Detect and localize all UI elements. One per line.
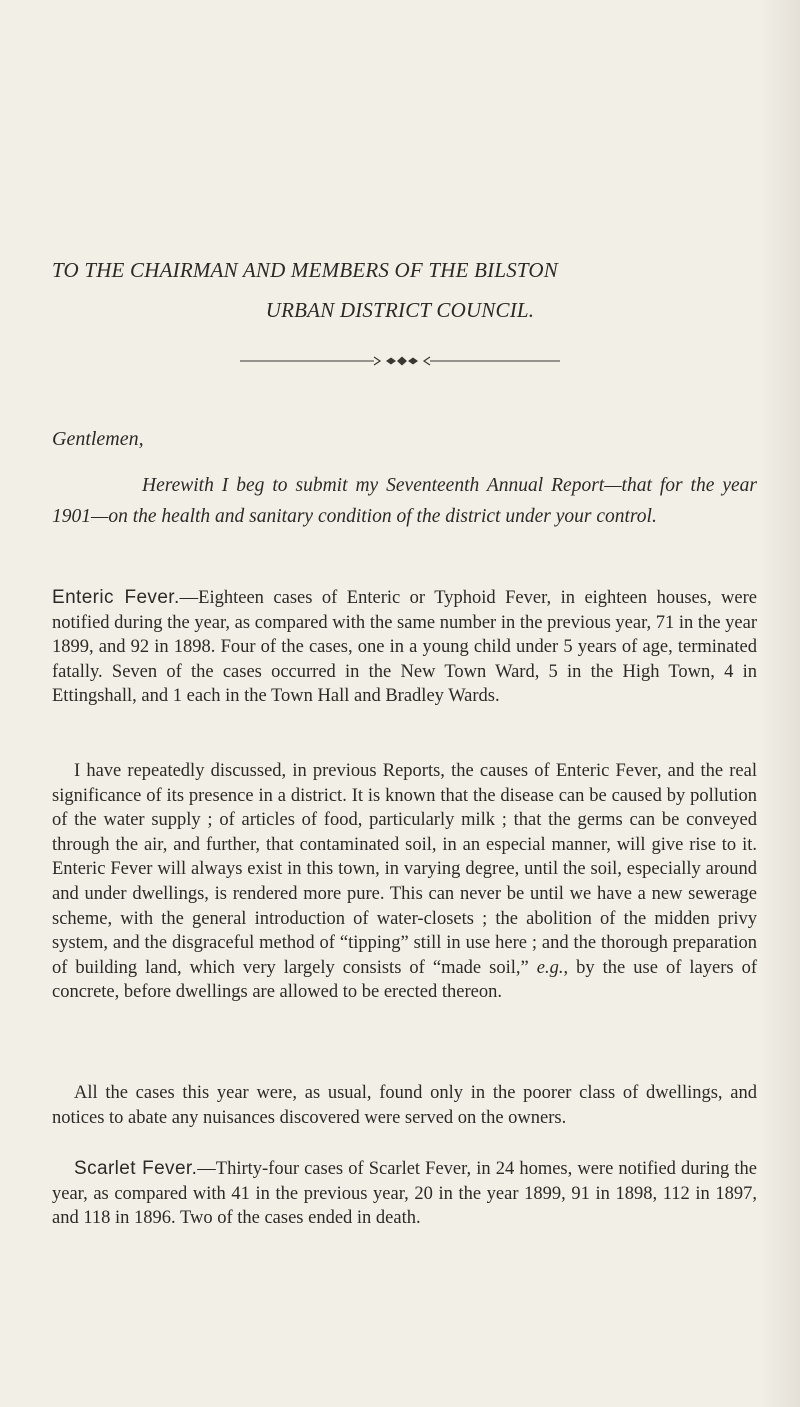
enteric-causes-text-end: , by the use of layers of concrete, before dwellings are allowed to be erected thereon.	[52, 957, 757, 1003]
enteric-fever-text: —Eighteen cases of Enteric or Typhoid Fever, in eighteen houses, were notified during the year, as compared with the same number in the previous year, 71 in the year 1899, and 92 in 1898. Four of the cases, one in a young child under 5 years of age, terminated fatally. Seven of the cases occurred in the New Town Ward, 5 in the High Town, 4 in Ettingshall, and 1 each in the Town Hall and Bradley Wards.	[52, 588, 758, 707]
ornament-diamond-3	[408, 358, 418, 365]
address-heading-line-1: TO THE CHAIRMAN AND MEMBERS OF THE BILSTON	[52, 258, 558, 282]
ornament-diamond-1	[386, 358, 396, 365]
address-heading-line-2: URBAN DISTRICT COUNCIL.	[265, 298, 535, 322]
page-edge-shadow	[760, 0, 800, 1407]
enteric-fever-heading: Enteric Fever.	[52, 587, 180, 608]
intro-paragraph: Herewith I beg to submit my Seventeenth Annual Report—that for the year 1901—on the health and sanitary condition of the district under your control.	[52, 475, 757, 527]
ornament-diamond-2	[397, 357, 407, 366]
scarlet-fever-heading: Scarlet Fever.	[74, 1158, 198, 1179]
cases-paragraph: All the cases this year were, as usual, found only in the poorer class of dwellings, and notices to abate any nuisances discovered were served on the owners.	[52, 1083, 757, 1128]
salutation: Gentlemen,	[52, 428, 144, 450]
enteric-causes-text: I have repeatedly discussed, in previous Reports, the causes of Enteric Fever, and the real significance of its presence in a district. It is known that the disease can be caused by pollution of the water supply ; of articles of food, particularly milk ; that the germs can be conveyed through the air, and further, that contaminated soil, in an especial manner, will give rise to it. Enteric Fever will always exist in this town, in varying degree, until the soil, especially around and under dwellings, is rendered more pure. This can never be until we have a new sewerage scheme, with the general introduction of water-closets ; the abolition of the midden privy system, and the disgraceful method of “tipping” still in use here ; and the thorough preparation of building land, which very largely consists of “made soil,”	[52, 761, 757, 978]
enteric-causes-paragraph	[52, 759, 757, 1005]
ornament-divider	[240, 354, 560, 368]
scarlet-fever-text: —Thirty-four cases of Scarlet Fever, in 24 homes, were notified during the year, as compared with 41 in the previous year, 20 in the year 1899, 91 in 1898, 112 in 1897, and 118 in 1896. Two of the cases ended in death.	[52, 1159, 757, 1229]
enteric-fever-paragraph	[52, 586, 757, 709]
scarlet-fever-paragraph	[52, 1157, 757, 1231]
eg-abbreviation: e.g.	[536, 957, 564, 978]
ornament-bracket-right	[424, 357, 430, 365]
ornament-bracket-left	[374, 357, 380, 365]
